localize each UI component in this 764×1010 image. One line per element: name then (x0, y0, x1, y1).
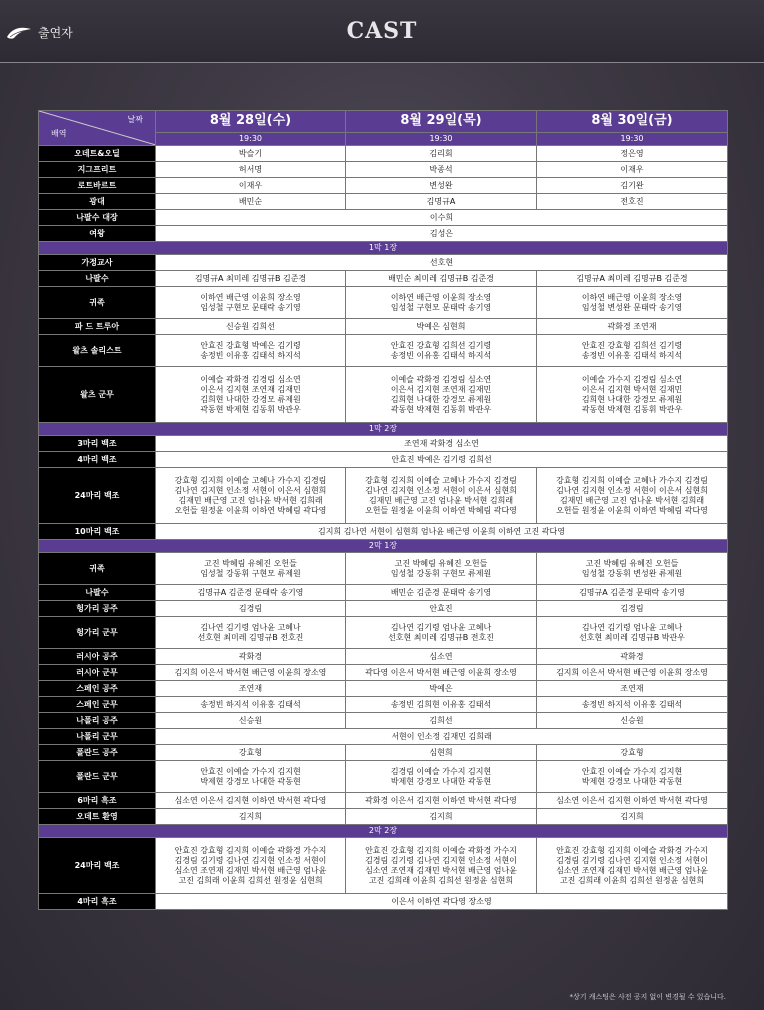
act-label: 1막 1장 (39, 242, 728, 255)
cast-table (38, 110, 728, 910)
cast-line: 신승원 (620, 715, 644, 725)
cast-table-wrap (38, 110, 727, 910)
cast-line: 오헌들 원정윤 이윤희 이하연 박혜림 곽다영 (556, 505, 708, 515)
cast-line: 강효형 (620, 747, 644, 757)
cast-cell (346, 601, 537, 617)
role-cell: 왈츠 군무 (39, 367, 156, 423)
cast-row (39, 681, 728, 697)
cast-row (39, 809, 728, 825)
cast-cell (156, 226, 728, 242)
cast-line: 선호현 최미레 김명규B 박관우 (579, 632, 685, 642)
cast-row (39, 162, 728, 178)
cast-row (39, 271, 728, 287)
cast-row (39, 335, 728, 367)
cast-cell (346, 838, 537, 894)
cast-line: 김지희 김나연 서현이 심현희 엄나윤 배근영 이윤희 이하연 고진 곽다영 (318, 526, 565, 536)
act-label: 2막 2장 (39, 825, 728, 838)
cast-cell (537, 793, 728, 809)
cast-line: 안효진 이예슬 가수지 김지현 (200, 766, 301, 776)
cast-cell (156, 601, 346, 617)
cast-cell (537, 271, 728, 287)
cast-line: 조연재 (620, 683, 644, 693)
cast-line: 심소연 이은서 김지현 이하연 박서현 곽다영 (174, 795, 327, 805)
cast-cell (156, 713, 346, 729)
cast-line: 전호진 (620, 196, 644, 206)
role-cell: 폴란드 공주 (39, 745, 156, 761)
cast-cell (156, 617, 346, 649)
cast-line: 김명규A (426, 196, 456, 206)
cast-cell (346, 162, 537, 178)
act-row (39, 423, 728, 436)
cast-line: 신승원 (238, 715, 263, 725)
brand-label: 출연자 (38, 26, 73, 40)
cast-line: 송정빈 하지석 이유홍 김태석 (581, 699, 683, 709)
cast-line: 이예슬 가수지 김경림 심소연 (581, 374, 683, 384)
cast-cell (346, 271, 537, 287)
cast-cell (537, 468, 728, 524)
cast-line: 안효진 이예슬 가수지 김지현 (581, 766, 683, 776)
cast-cell (346, 367, 537, 423)
cast-line: 곽화경 (620, 651, 644, 661)
cast-line: 고진 김희래 이윤희 김희선 원정윤 심현희 (368, 875, 514, 885)
cast-line: 곽화경 조연재 (607, 321, 657, 331)
cast-line: 김성은 (429, 228, 454, 238)
cast-line: 김나연 김기령 엄나윤 고혜나 (200, 622, 301, 632)
cast-line: 심소연 조연재 김재민 박서현 배근영 엄나윤 (556, 865, 708, 875)
cast-cell (346, 553, 537, 585)
cast-row (39, 178, 728, 194)
cast-cell (537, 697, 728, 713)
role-cell: 나팔수 (39, 271, 156, 287)
cast-line: 김지희 이은서 박서현 배근영 이윤희 장소영 (174, 667, 327, 677)
role-cell: 4마리 백조 (39, 452, 156, 468)
cast-line: 선호현 최미레 김명규B 전호진 (197, 632, 304, 642)
cast-line: 김재민 배근영 고진 엄나윤 박서현 김희래 (559, 495, 705, 505)
cast-cell (537, 553, 728, 585)
cast-cell (156, 452, 728, 468)
corner-date-label: 날짜 (127, 115, 143, 124)
cast-cell (156, 436, 728, 452)
cast-line: 배민순 김준경 문태락 송기영 (390, 587, 492, 597)
cast-cell (346, 146, 537, 162)
cast-line: 곽화경 (238, 651, 263, 661)
cast-cell (156, 793, 346, 809)
role-cell: 헝가리 공주 (39, 601, 156, 617)
cast-line: 임성철 강동휘 구현모 류제원 (200, 568, 301, 578)
cast-row (39, 601, 728, 617)
cast-cell (537, 665, 728, 681)
cast-line: 송정빈 김희현 이유홍 김태석 (390, 699, 492, 709)
cast-row (39, 665, 728, 681)
date-cell: 8월 30일(금) (537, 111, 728, 133)
cast-line: 안효진 강효형 김지희 이예슬 곽화경 가수지 (174, 845, 327, 855)
role-cell: 지그프리트 (39, 162, 156, 178)
cast-line: 강효형 (238, 747, 263, 757)
cast-line: 선호현 최미레 김명규B 전호진 (388, 632, 494, 642)
cast-line: 이은서 김지현 조연재 김재민 (200, 384, 301, 394)
cast-cell (346, 697, 537, 713)
cast-row (39, 894, 728, 910)
cast-row (39, 729, 728, 745)
cast-row (39, 452, 728, 468)
cast-line: 김경림 이예슬 가수지 김지현 (390, 766, 492, 776)
role-cell: 파 드 트루아 (39, 319, 156, 335)
cast-cell (537, 287, 728, 319)
cast-line: 배민순 최미레 김명규B 김준경 (388, 273, 494, 283)
role-cell: 헝가리 군무 (39, 617, 156, 649)
role-cell: 러시아 군무 (39, 665, 156, 681)
cast-line: 박제현 강경모 나대한 곽동현 (581, 776, 683, 786)
cast-line: 조연재 (238, 683, 263, 693)
cast-line: 송정빈 이유홍 김태석 하지석 (390, 350, 492, 360)
cast-line: 이재우 (238, 180, 263, 190)
cast-line: 김나연 김기령 엄나윤 고혜나 (581, 622, 683, 632)
cast-cell (537, 761, 728, 793)
act-row (39, 825, 728, 838)
cast-line: 이예슬 곽화경 김경림 심소연 (390, 374, 492, 384)
cast-line: 김경림 김기령 김나연 김지현 인소정 서현이 (556, 855, 708, 865)
cast-cell (537, 319, 728, 335)
cast-cell (537, 367, 728, 423)
cast-line: 김경림 (620, 603, 644, 613)
act-label: 2막 1장 (39, 540, 728, 553)
cast-cell (156, 287, 346, 319)
cast-line: 김경림 (238, 603, 263, 613)
cast-cell (346, 713, 537, 729)
cast-cell (156, 745, 346, 761)
role-cell: 스페인 공주 (39, 681, 156, 697)
cast-line: 임성철 구현모 문태락 송기영 (390, 302, 492, 312)
cast-cell (156, 271, 346, 287)
cast-cell (156, 335, 346, 367)
page-title: CAST (346, 18, 418, 44)
cast-row (39, 745, 728, 761)
cast-cell (346, 617, 537, 649)
cast-cell (156, 697, 346, 713)
cast-cell (346, 468, 537, 524)
cast-line: 김희현 나대한 강경모 류제원 (390, 394, 492, 404)
cast-line: 곽동현 박제현 김동휘 박관우 (581, 404, 683, 414)
role-cell: 귀족 (39, 287, 156, 319)
act-row (39, 242, 728, 255)
cast-row (39, 436, 728, 452)
cast-cell (156, 894, 728, 910)
cast-line: 김나연 김지현 인소정 서현이 이은서 심현희 (556, 485, 708, 495)
cast-line: 이은서 김지현 조연재 김재민 (390, 384, 492, 394)
cast-row (39, 838, 728, 894)
cast-line: 심소연 조연재 김재민 박서현 배근영 엄나윤 (174, 865, 327, 875)
cast-line: 송정빈 이유홍 김태석 하지석 (581, 350, 683, 360)
cast-line: 고진 김희래 이윤희 김희선 원정윤 심현희 (178, 875, 323, 885)
cast-line: 송정빈 이유홍 김태석 하지석 (200, 350, 301, 360)
role-cell: 오데트 환영 (39, 809, 156, 825)
cast-cell (156, 162, 346, 178)
cast-line: 변성완 (429, 180, 453, 190)
cast-line: 김나연 김지현 인소정 서현이 이은서 심현희 (365, 485, 517, 495)
cast-line: 고진 박혜림 유혜진 오헌들 (204, 558, 297, 568)
cast-line: 김경림 김기령 김나연 김지현 인소정 서현이 (365, 855, 517, 865)
role-cell: 스페인 군무 (39, 697, 156, 713)
cast-line: 정은영 (620, 148, 644, 158)
role-cell: 나팔수 대장 (39, 210, 156, 226)
cast-line: 이은서 김지현 박서현 김재민 (581, 384, 683, 394)
role-cell: 가정교사 (39, 255, 156, 271)
cast-line: 임성철 구현모 문태락 송기영 (200, 302, 301, 312)
cast-line: 김희선 (429, 715, 453, 725)
cast-line: 김나연 김지현 인소정 서현이 이은서 심현희 (174, 485, 327, 495)
cast-cell (156, 809, 346, 825)
cast-line: 박제현 강경모 나대한 곽동현 (390, 776, 492, 786)
cast-line: 곽동현 박제현 김동휘 박관우 (390, 404, 492, 414)
cast-cell (537, 146, 728, 162)
cast-row (39, 367, 728, 423)
role-cell: 여왕 (39, 226, 156, 242)
cast-line: 임성철 강동휘 변성완 류제원 (581, 568, 683, 578)
cast-cell (346, 319, 537, 335)
cast-row (39, 210, 728, 226)
cast-line: 심소연 (429, 651, 453, 661)
cast-row (39, 793, 728, 809)
role-cell: 6마리 흑조 (39, 793, 156, 809)
cast-line: 선호현 (429, 257, 454, 267)
cast-line: 허서명 (238, 164, 263, 174)
cast-row (39, 697, 728, 713)
cast-line: 김재민 배근영 고진 엄나윤 박서현 김희래 (368, 495, 514, 505)
top-bar (0, 0, 764, 63)
cast-line: 김희현 나대한 강경모 류제원 (581, 394, 683, 404)
cast-cell (156, 178, 346, 194)
role-cell: 나팔수 (39, 585, 156, 601)
cast-line: 박제현 강경모 나대한 곽동현 (200, 776, 301, 786)
role-cell: 24마리 백조 (39, 838, 156, 894)
cast-line: 이수희 (429, 212, 454, 222)
cast-line: 김리회 (429, 148, 453, 158)
cast-cell (156, 665, 346, 681)
cast-cell (156, 681, 346, 697)
cast-line: 이하연 배근영 이윤희 장소영 (581, 292, 683, 302)
cast-cell (156, 649, 346, 665)
cast-line: 고진 박혜림 유혜진 오헌들 (394, 558, 488, 568)
date-cell: 8월 28일(수) (156, 111, 346, 133)
cast-cell (156, 585, 346, 601)
cast-line: 이재우 (620, 164, 644, 174)
cast-line: 안효진 박예은 김기령 김희선 (391, 454, 492, 464)
role-cell: 왈츠 솔리스트 (39, 335, 156, 367)
corner-role-label: 배역 (51, 129, 67, 138)
cast-cell (346, 335, 537, 367)
cast-row (39, 524, 728, 540)
cast-line: 안효진 (429, 603, 453, 613)
role-cell: 오데트&오딜 (39, 146, 156, 162)
cast-cell (346, 649, 537, 665)
cast-row (39, 255, 728, 271)
corner-cell (39, 111, 156, 146)
cast-line: 강효형 김지희 이예슬 고혜나 가수지 김경림 (174, 475, 327, 485)
cast-cell (537, 585, 728, 601)
cast-cell (537, 162, 728, 178)
time-cell: 19:30 (156, 132, 346, 145)
cast-cell (537, 601, 728, 617)
cast-cell (537, 681, 728, 697)
cast-line: 곽다영 이은서 박서현 배근영 이윤희 장소영 (365, 667, 517, 677)
cast-line: 송정빈 하지석 이유홍 김태석 (200, 699, 301, 709)
cast-cell (537, 713, 728, 729)
cast-cell (537, 194, 728, 210)
cast-row (39, 287, 728, 319)
cast-cell (156, 468, 346, 524)
cast-line: 박종석 (429, 164, 453, 174)
cast-cell (537, 178, 728, 194)
cast-row (39, 553, 728, 585)
cast-line: 이하연 배근영 이윤희 장소영 (200, 292, 301, 302)
cast-row (39, 194, 728, 210)
cast-cell (346, 681, 537, 697)
cast-line: 안효진 강효형 김지희 이예슬 곽화경 가수지 (556, 845, 708, 855)
cast-row (39, 146, 728, 162)
cast-cell (537, 809, 728, 825)
cast-line: 김지희 (620, 811, 644, 821)
cast-line: 안효진 강효형 김지희 이예슬 곽화경 가수지 (365, 845, 517, 855)
cast-line: 이하연 배근영 이윤희 장소영 (390, 292, 492, 302)
cast-cell (156, 255, 728, 271)
cast-line: 김경림 김기령 김나연 김지현 인소정 서현이 (174, 855, 327, 865)
cast-line: 김기완 (620, 180, 644, 190)
cast-cell (346, 287, 537, 319)
role-cell: 나폴리 공주 (39, 713, 156, 729)
cast-line: 심소연 조연재 김재민 박서현 배근영 엄나윤 (365, 865, 517, 875)
role-cell: 귀족 (39, 553, 156, 585)
cast-line: 곽동현 박제현 김동휘 박관우 (200, 404, 301, 414)
cast-line: 박예은 심현희 (416, 321, 466, 331)
cast-line: 김지희 (238, 811, 263, 821)
cast-cell (346, 194, 537, 210)
role-cell: 광대 (39, 194, 156, 210)
cast-line: 이은서 이하연 곽다영 장소영 (391, 896, 492, 906)
cast-cell (537, 649, 728, 665)
role-cell: 폴란드 군무 (39, 761, 156, 793)
cast-line: 배민순 (238, 196, 263, 206)
cast-cell (156, 838, 346, 894)
cast-cell (156, 367, 346, 423)
cast-cell (537, 745, 728, 761)
cast-cell (537, 838, 728, 894)
cast-line: 김지희 이은서 박서현 배근영 이윤희 장소영 (556, 667, 708, 677)
cast-line: 박예은 (429, 683, 453, 693)
cast-line: 고진 김희래 이윤희 김희선 원정윤 심현희 (559, 875, 705, 885)
cast-line: 김명규A 김준경 문태락 송기영 (579, 587, 685, 597)
cast-cell (346, 745, 537, 761)
cast-cell (346, 761, 537, 793)
cast-line: 강효형 김지희 이예슬 고혜나 가수지 김경림 (556, 475, 708, 485)
cast-line: 오헌들 원정윤 이윤희 이하연 박혜림 곽다영 (365, 505, 517, 515)
cast-row (39, 761, 728, 793)
cast-cell (156, 210, 728, 226)
cast-line: 오헌들 원정윤 이윤희 이하연 박혜림 곽다영 (174, 505, 327, 515)
time-cell: 19:30 (346, 132, 537, 145)
cast-line: 임성철 변성완 문태락 송기영 (581, 302, 683, 312)
act-row (39, 540, 728, 553)
cast-line: 김명규A 김준경 문태락 송기영 (197, 587, 304, 597)
cast-cell (346, 809, 537, 825)
cast-cell (156, 761, 346, 793)
cast-line: 박슬기 (238, 148, 263, 158)
cast-line: 안효진 강효형 박예은 김기령 (200, 340, 301, 350)
cast-cell (537, 617, 728, 649)
cast-cell (156, 146, 346, 162)
cast-line: 곽화경 이은서 김지현 이하연 박서현 곽다영 (365, 795, 517, 805)
date-cell: 8월 29일(목) (346, 111, 537, 133)
role-cell: 나폴리 군무 (39, 729, 156, 745)
footnote: *상기 캐스팅은 사전 공지 없이 변경될 수 있습니다. (569, 993, 726, 1001)
date-header-row (39, 111, 728, 133)
cast-line: 신승원 김희선 (226, 321, 275, 331)
cast-cell (537, 335, 728, 367)
cast-row (39, 649, 728, 665)
cast-line: 심소연 이은서 김지현 이하연 박서현 곽다영 (556, 795, 708, 805)
role-cell: 러시아 공주 (39, 649, 156, 665)
role-cell: 24마리 백조 (39, 468, 156, 524)
role-cell: 4마리 흑조 (39, 894, 156, 910)
cast-cell (346, 585, 537, 601)
cast-line: 안효진 강효형 김희선 김기령 (390, 340, 492, 350)
cast-row (39, 468, 728, 524)
cast-line: 서현이 인소정 김재민 김희래 (391, 731, 492, 741)
cast-cell (346, 178, 537, 194)
cast-cell (156, 553, 346, 585)
cast-cell (156, 524, 728, 540)
cast-line: 김명규A 최미레 김명규B 김준경 (576, 273, 688, 283)
role-cell: 3마리 백조 (39, 436, 156, 452)
cast-cell (156, 194, 346, 210)
cast-line: 김명규A 최미레 김명규B 김준경 (194, 273, 307, 283)
cast-row (39, 713, 728, 729)
cast-line: 조연재 곽화경 심소연 (404, 438, 479, 448)
cast-line: 김지희 (429, 811, 453, 821)
act-label: 1막 2장 (39, 423, 728, 436)
cast-row (39, 319, 728, 335)
cast-line: 심현희 (429, 747, 453, 757)
cast-line: 임성철 강동휘 구현모 류제원 (390, 568, 492, 578)
role-cell: 10마리 백조 (39, 524, 156, 540)
role-cell: 로트바르트 (39, 178, 156, 194)
cast-cell (346, 665, 537, 681)
cast-cell (156, 729, 728, 745)
cast-cell (346, 793, 537, 809)
cast-cell (156, 319, 346, 335)
time-cell: 19:30 (537, 132, 728, 145)
cast-line: 김나연 김기령 엄나윤 고혜나 (390, 622, 492, 632)
cast-line: 이예슬 곽화경 김경림 심소연 (200, 374, 301, 384)
cast-row (39, 617, 728, 649)
cast-line: 안효진 강효형 김희선 김기령 (581, 340, 683, 350)
cast-line: 김재민 배근영 고진 엄나윤 박서현 김희래 (178, 495, 323, 505)
cast-row (39, 585, 728, 601)
cast-line: 고진 박혜림 유혜진 오헌들 (585, 558, 679, 568)
cast-line: 김희현 나대한 강경모 류제원 (200, 394, 301, 404)
cast-row (39, 226, 728, 242)
cast-line: 강효형 김지희 이예슬 고혜나 가수지 김경림 (365, 475, 517, 485)
